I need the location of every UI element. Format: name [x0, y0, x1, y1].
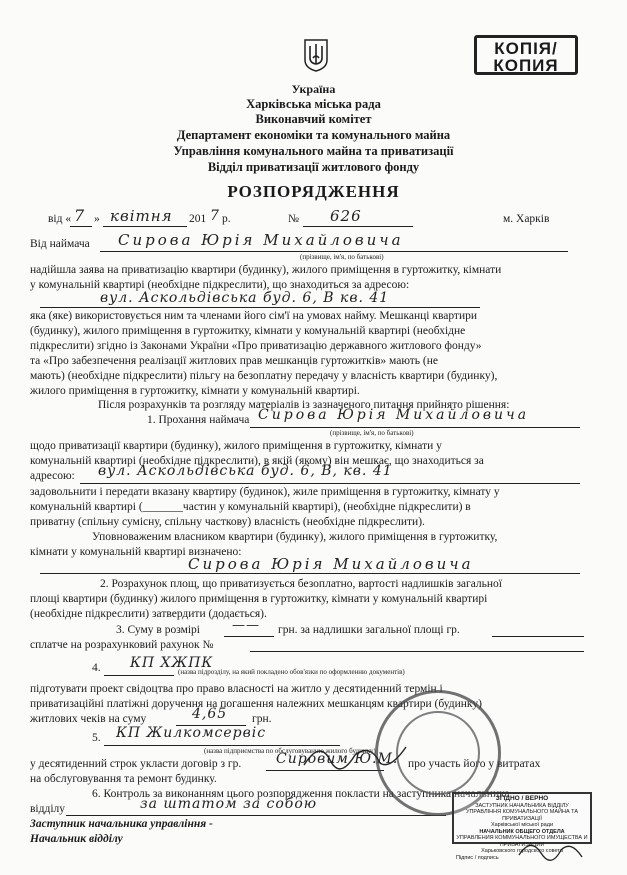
- item4-label: 4.: [92, 662, 101, 674]
- header-council: Харківська міська рада: [246, 97, 381, 111]
- item3-text: грн. за надлишки загальної площі гр.: [278, 624, 460, 636]
- address-handwritten: вул. Аскольдівська буд. 6, В кв. 41: [100, 290, 390, 306]
- item4-value: КП ХЖПК: [130, 655, 214, 671]
- item3-label: 3. Суму в розмірі: [116, 624, 200, 636]
- p7-line3: житлових чеків на суму: [30, 713, 147, 725]
- stamp-line4: Харківської міської ради: [490, 822, 554, 828]
- p8-line1: у десятиденний строк укласти договір з гр.: [30, 758, 242, 770]
- date-month: квітня: [110, 207, 173, 225]
- stamp-line2: ЗАСТУПНИК НАЧАЛЬНИКА ВІДДІЛУ: [475, 802, 569, 809]
- p6-line2: кімнати у комунальній квартирі визначено:: [30, 546, 242, 558]
- p5-line3: приватну (спільну сумісну, спільну часткову) власність (необхідне підкреслити).: [30, 516, 425, 528]
- item5-value: КП Жилкомсервіс: [116, 725, 267, 741]
- copy-stamp-line1: КОПІЯ/: [494, 39, 558, 58]
- document-number: 626: [330, 207, 362, 225]
- city: м. Харків: [503, 213, 550, 225]
- item2-line3: (необхідне підкреслити) затвердити (додається).: [30, 608, 267, 620]
- item3-value: ——: [232, 618, 260, 633]
- p2-line1: яка (яке) використовується ним та членами його сім'ї на умовах найму. Мешканці квартири: [30, 310, 478, 322]
- stamp-line5: НАЧАЛЬНИК ОБЩЕГО ОТДЕЛА: [479, 828, 565, 835]
- date-prefix: від «: [48, 213, 72, 225]
- p5-line2: комунальній квартирі (_______частин у комунальній квартирі), (необхідне підкреслити) в: [30, 501, 471, 513]
- item5-caption: (назва підприємства по обслуговуванню жилого будинку): [204, 747, 376, 755]
- p7-line1: підготувати проект свідоцтва про право власності на житло у десятиденний термін і: [30, 683, 443, 695]
- date-day: 7: [74, 206, 86, 225]
- item2-line2: площі квартири (будинку) жилого приміщення в гуртожитку, кімнати у комунальній квартирі: [30, 593, 488, 605]
- p4-address-handwritten: вул. Аскольдівська буд. 6, В, кв. 41: [98, 463, 393, 479]
- item6-line1: 6. Контроль за виконанням цього розпорядження покласти на заступника начальника: [92, 788, 510, 800]
- signature-1: [300, 735, 410, 775]
- copy-stamp-line2: КОПИЯ: [493, 56, 559, 75]
- date-year-prefix: 201: [189, 213, 207, 225]
- p2-line2: (будинку), жилого приміщення в гуртожитку, кімнати у комунальній квартирі (необхідне: [30, 325, 466, 337]
- number-label: №: [288, 213, 299, 225]
- stamp-line8: Підпис / подпись: [456, 854, 499, 861]
- item2-line1: 2. Розрахунок площ, що приватизується безоплатно, вартості надлишків загальної: [100, 578, 503, 590]
- footer-position-line2: Начальник відділу: [30, 833, 123, 845]
- p2-line4: та «Про забезпечення реалізації житлових прав мешканців гуртожитків» мають (не: [30, 355, 438, 367]
- item1-caption: (прізвище, ім'я, по батькові): [330, 429, 414, 437]
- tenant-label: Від наймача: [30, 238, 90, 250]
- date-year-postfix: р.: [222, 213, 231, 225]
- copy-stamp: [474, 35, 578, 75]
- p2-line6: жилого приміщення в гуртожитку, кімнати у комунальній квартирі.: [30, 385, 360, 397]
- p8-name: Сировим Ю.М.: [276, 751, 399, 767]
- p7-unit: грн.: [252, 713, 272, 725]
- p2-line3: підкреслити) згідно із Законами України «Про приватизацію державного житлового фонду»: [30, 340, 482, 352]
- p4-line1: щодо приватизації квартири (будинку), жилого приміщення в гуртожитку, кімнати у: [30, 440, 442, 452]
- header-division: Відділ приватизації житлового фонду: [207, 160, 420, 174]
- stamp-line6: УПРАВЛЕНИЯ КОММУНАЛЬНОГО ИМУЩЕСТВА И ПРИВАТИЗАЦИИ: [456, 835, 588, 848]
- header-country: Україна: [291, 82, 336, 96]
- p2-line5: мають) (необхідне підкреслити) пільгу на безоплатну передачу у власність квартири (будинку),: [30, 370, 498, 382]
- tenant-caption: (прізвище, ім'я, по батькові): [300, 253, 384, 261]
- date-year-suffix: 7: [210, 208, 220, 224]
- item5-label: 5.: [92, 732, 101, 744]
- p8-line1-end: про участь його у витратах: [408, 758, 541, 770]
- tenant-name: Сирова Юрія Михайловича: [118, 231, 404, 249]
- item1-label: 1. Прохання наймача: [147, 414, 250, 426]
- p4-line2: комунальній квартирі (необхідне підкреслити), в якій (якому) він мешкає, що знаходиться за: [30, 455, 484, 467]
- item3-account-label: сплатче на розрахунковий рахунок №: [30, 639, 214, 651]
- p4-address-label: адресою:: [30, 470, 75, 482]
- p1-line1: надійшла заява на приватизацію квартири (будинку), жилого приміщення в гуртожитку, кімнати: [30, 264, 502, 276]
- header-directorate: Управління комунального майна та приватизації: [173, 144, 454, 158]
- certification-stamp: [452, 792, 592, 861]
- p7-sum: 4,65: [192, 706, 228, 722]
- p3-decision: Після розрахунків та розгляду матеріалів із зазначеного питання прийнято рішення:: [98, 399, 510, 411]
- p5-line1: задовольнити і передати вказану квартиру (будинок), жиле приміщення в гуртожитку, кімнату у: [30, 486, 500, 498]
- owner-name: Сирова Юрія Михайловича: [188, 555, 474, 573]
- p1-line2: у комунальній квартирі (необхідне підкреслити), що знаходиться за адресою:: [30, 279, 410, 291]
- header-executive: Виконавчий комітет: [255, 112, 372, 126]
- coat-of-arms-icon: [303, 38, 329, 72]
- p7-line2: приватизаційні платіжні доручення на погашення належних мешканцям квартири (будинку): [30, 698, 482, 710]
- item1-name: Сирова Юрія Михайловича: [258, 407, 530, 423]
- document-title: РОЗПОРЯДЖЕННЯ: [227, 182, 400, 201]
- item4-caption: (назва підрозділу, на який покладено обов'язки по оформленню документів): [178, 668, 405, 676]
- stamp-line7: Харьковского городского совета: [481, 848, 563, 854]
- p8-line2: на обслуговування та ремонт будинку.: [30, 773, 217, 785]
- item6-line2-label: відділу: [30, 803, 66, 815]
- footer-position-line1: Заступник начальника управління -: [30, 818, 213, 830]
- stamp-line3: УПРАВЛІННЯ КОМУНАЛЬНОГО МАЙНА ТА ПРИВАТИЗАЦІЇ: [465, 809, 579, 822]
- p6-line1: Уповноваженим власником квартири (будинку), жилого приміщення в гуртожитку,: [92, 531, 498, 543]
- stamp-line1: ЗГІДНО / ВЕРНО: [495, 795, 549, 802]
- date-mid: »: [94, 213, 100, 225]
- header-department: Департамент економіки та комунального майна: [176, 128, 451, 142]
- item6-handwritten: за штатом за собою: [140, 796, 318, 812]
